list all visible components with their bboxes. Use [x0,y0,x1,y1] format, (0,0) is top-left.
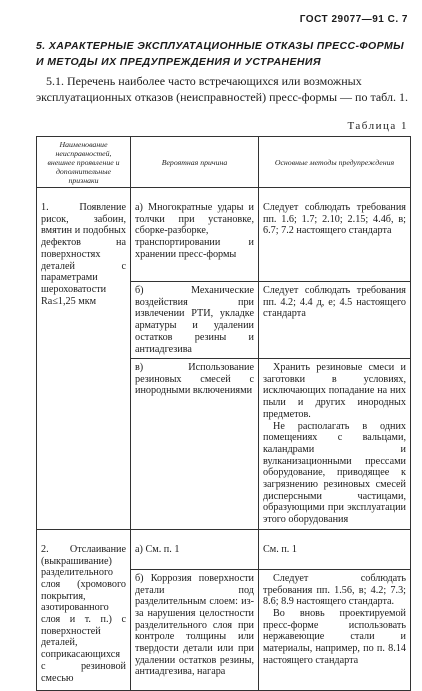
cause-item: б) Коррозия поверхности детали под разделительным слоем: из-за нарушения целостности разделительного слоя при контроле толщины или твердости детали или при удалении остатков резины, антиадгезива, нагара [135,572,254,678]
header-methods: Основные методы предупреждения [259,137,411,188]
cause-item: в) Использование резиновых смесей с инородными включениями [135,362,254,397]
header-fault: Наименование неисправностей, внешнее проявление и дополнительные признаки [37,137,131,188]
cause-item: а) Многократные удары и толчки при установке, сборке-разборке, транспортировании и хранении пресс-формы [131,188,258,282]
method-item: См. п. 1 [259,530,410,570]
methods-cell [259,529,411,690]
cause-item: б) Механические воздействия при извлечении РТИ, укладке арматуры и удалении остатков резины и антиадгезива [131,282,258,359]
page-header-code: ГОСТ 29077—91 С. 7 [299,14,408,25]
cause-cell [131,188,259,530]
table-row [37,188,411,530]
intro-paragraph [36,74,410,105]
faults-table [36,136,411,691]
intro-text: 5.1. Перечень наиболее часто встречающихся или возможных эксплуатационных отказов (неисправностей) пресс-формы — по табл. 1. [36,74,408,104]
method-item: Следует соблюдать требования пп. 1.6; 1.7; 2.10; 2.15; 4.4б, в; 6.7; 7.2 настоящего стандарта [259,188,410,282]
table-label: Таблица 1 [347,120,408,132]
method-paragraph: Не располагать в одних помещениях с вальцами, каландрами и вулканизационными прессами оборудование, приводящее к загрязнению резиновых смесей дисперсными частицами, образующими при эксплуатации этого оборудования [263,420,406,526]
method-item: Следует соблюдать требования пп. 4.2; 4.4 д, е; 4.5 настоящего стандарта [259,282,410,359]
table-row [37,529,411,690]
fault-text: 1. Появление рисок, забоин, вмятин и подобных дефектов на поверхностях деталей с параметрами шероховатости Ra≤1,25 мкм [41,202,126,307]
method-item [259,570,410,670]
fault-cell [37,188,131,530]
table-header-row [37,137,411,188]
section-title: 5. ХАРАКТЕРНЫЕ ЭКСПЛУАТАЦИОННЫЕ ОТКАЗЫ ПРЕСС-ФОРМЫ И МЕТОДЫ ИХ ПРЕДУПРЕЖДЕНИЯ И УСТРАНЕНИЯ [36,40,405,68]
method-paragraph: Следует соблюдать требования пп. 1.56, в; 4.2; 7.3; 8.6; 8.9 настоящего стандарта. [263,572,406,608]
cause-item: а) См. п. 1 [131,530,258,570]
fault-text: 2. Отслаивание (выкрашивание) разделительного слоя (хромового покрытия, азотированного слоя и т. п.) с поверхностей деталей, соприкасающихся с резиновой смесью [41,543,126,684]
cause-cell [131,529,259,690]
methods-cell [259,188,411,530]
method-paragraph: Хранить резиновые смеси и заготовки в условиях, исключающих попадание на них пыли и других инородных предметов. [263,362,406,420]
header-cause: Вероятная причина [131,137,259,188]
method-item [259,359,410,529]
method-paragraph: Во вновь проектируемой пресс-форме использовать нержавеющие стали и материалы, например, по п. 8.14 настоящего стандарта [263,607,406,666]
fault-cell [37,529,131,690]
